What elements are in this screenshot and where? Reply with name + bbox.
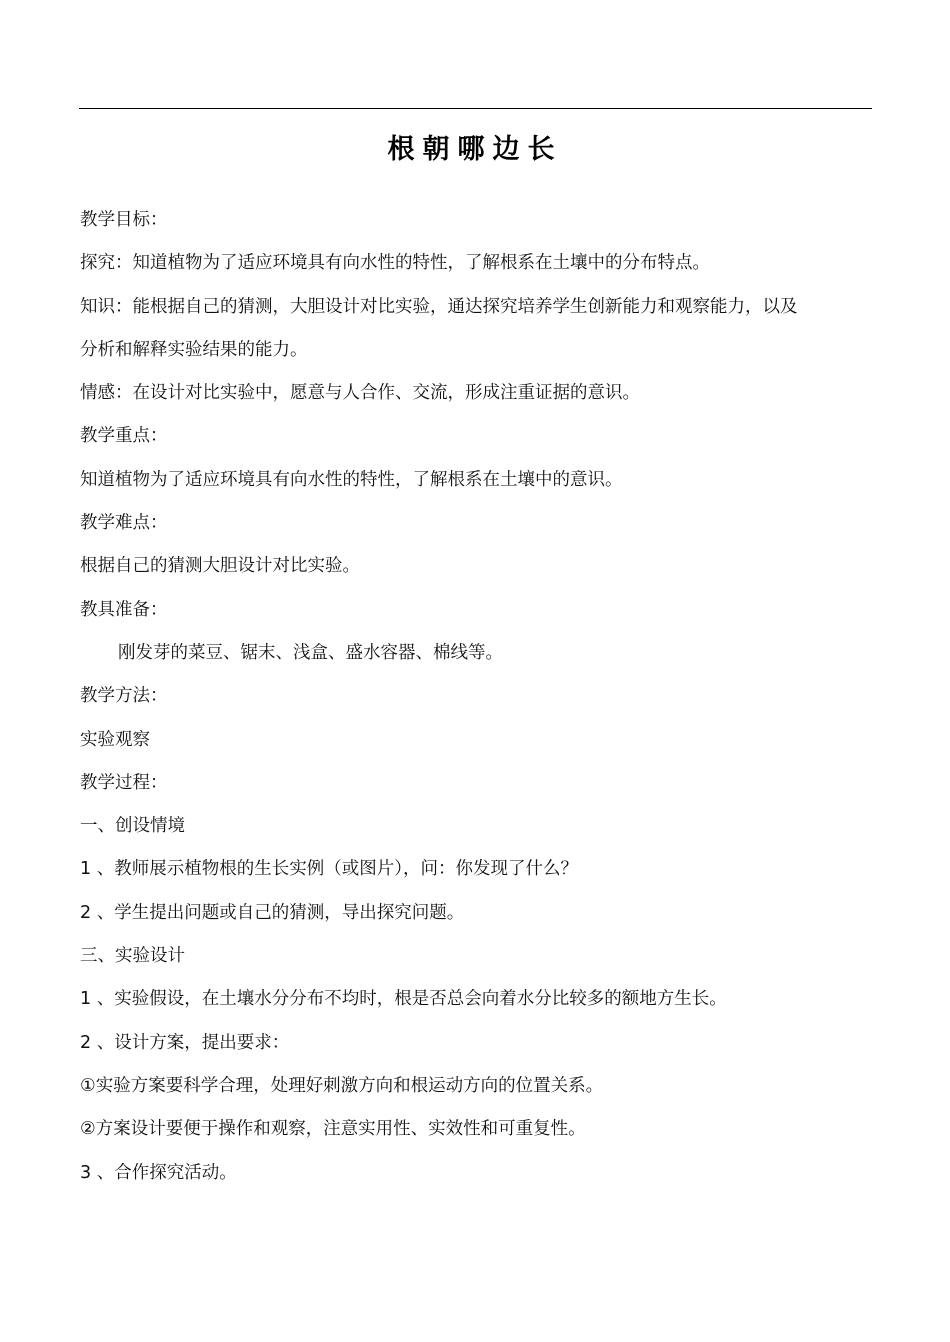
goal-inquiry: 探究：知道植物为了适应环境具有向水性的特性，了解根系在土壤中的分布特点。 xyxy=(80,253,710,274)
heading-materials: 教具准备： xyxy=(80,599,168,620)
goal-knowledge-continued: 分析和解释实验结果的能力。 xyxy=(80,339,308,360)
document-title: 根朝哪边长 xyxy=(387,134,563,165)
heading-methods: 教学方法： xyxy=(80,686,168,707)
goal-emotion: 情感：在设计对比实验中，愿意与人合作、交流，形成注重证据的意识。 xyxy=(80,383,640,404)
materials-text: 刚发芽的菜豆、锯末、浅盒、盛水容器、棉线等。 xyxy=(118,642,503,663)
requirement-item: ①实验方案要科学合理，处理好刺激方向和根运动方向的位置关系。 xyxy=(80,1075,604,1096)
heading-teaching-goals: 教学目标： xyxy=(80,210,168,230)
requirement-item: ②方案设计要便于操作和观察，注意实用性、实效性和可重复性。 xyxy=(80,1119,586,1140)
methods-text: 实验观察 xyxy=(80,729,150,750)
key-points-text: 知道植物为了适应环境具有向水性的特性，了解根系在土壤中的意识。 xyxy=(80,469,623,490)
heading-process: 教学过程： xyxy=(80,772,168,793)
heading-difficulties: 教学难点： xyxy=(80,513,168,534)
list-item: 2 、设计方案，提出要求： xyxy=(80,1032,290,1053)
goal-knowledge: 知识：能根据自己的猜测，大胆设计对比实验，通达探究培养学生创新能力和观察能力，以及 xyxy=(80,296,798,317)
section-create-context: 一、创设情境 xyxy=(80,816,185,837)
list-item: 3 、合作探究活动。 xyxy=(80,1162,237,1183)
heading-key-points: 教学重点： xyxy=(80,426,168,447)
list-item: 2 、学生提出问题或自己的猜测，导出探究问题。 xyxy=(80,902,465,923)
header-rule xyxy=(79,108,872,109)
document-body xyxy=(80,199,880,1195)
list-item: 1 、实验假设，在土壤水分分布不均时，根是否总会向着水分比较多的额地方生长。 xyxy=(80,989,727,1010)
list-item: 1 、教师展示植物根的生长实例（或图片），问：你发现了什么？ xyxy=(80,859,578,880)
difficulties-text: 根据自己的猜测大胆设计对比实验。 xyxy=(80,556,360,577)
section-experiment-design: 三、实验设计 xyxy=(80,946,185,967)
